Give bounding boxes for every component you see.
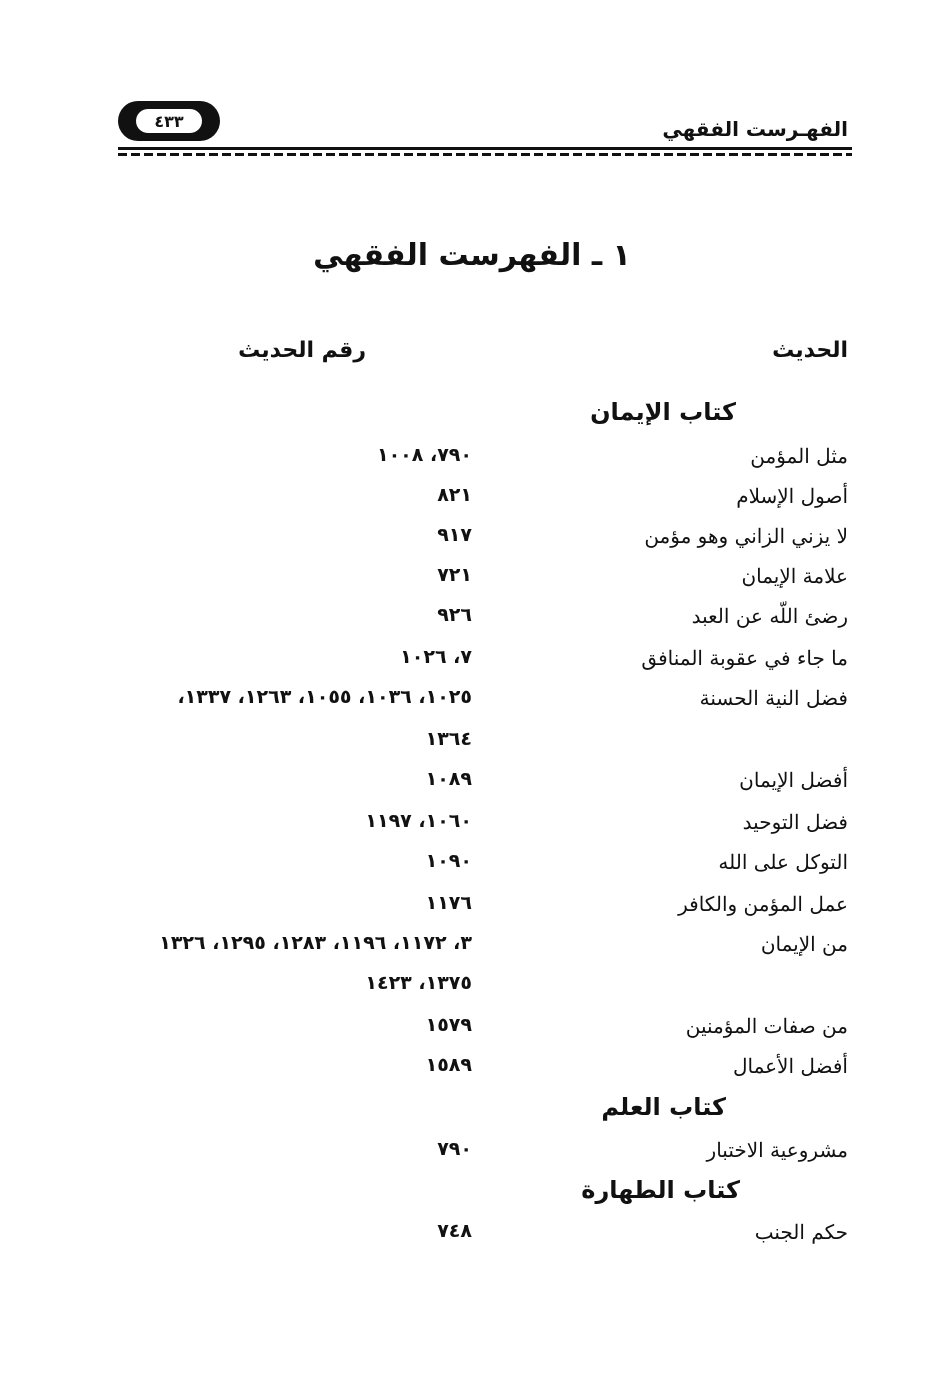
- hadith-title: فضل التوحيد: [742, 810, 848, 834]
- index-row: [0, 444, 944, 482]
- hadith-title: مشروعية الاختبار: [706, 1138, 848, 1162]
- column-header-number: رقم الحديث: [238, 338, 366, 363]
- hadith-title: التوكل على الله: [718, 850, 848, 874]
- index-row: [0, 850, 944, 888]
- hadith-title: أفضل الإيمان: [739, 768, 848, 792]
- hadith-title: أصول الإسلام: [736, 484, 848, 508]
- hadith-number: ٧٩٠، ١٠٠٨: [376, 444, 472, 466]
- index-row: [0, 810, 944, 848]
- hadith-title: من الإيمان: [760, 932, 848, 956]
- hadith-number: ٧٤٨: [437, 1220, 472, 1242]
- hadith-number: ٧، ١٠٢٦: [400, 646, 472, 668]
- index-row: [0, 1138, 944, 1176]
- index-row: [0, 604, 944, 642]
- index-title: ١ ـ الفهرست الفقهي: [313, 238, 631, 273]
- column-header-hadith: الحديث: [772, 338, 848, 363]
- section-heading: كتاب الطهارة: [581, 1176, 740, 1204]
- hadith-number: ١٠٨٩: [425, 768, 472, 790]
- hadith-number: ١٠٦٠، ١١٩٧: [365, 810, 472, 832]
- hadith-number: ٩٢٦: [437, 604, 472, 626]
- hadith-number: ١١٧٦: [425, 892, 472, 914]
- section-heading: كتاب العلم: [601, 1093, 726, 1121]
- page-number: ٤٣٣: [136, 109, 202, 133]
- hadith-number: ١٠٩٠: [425, 850, 472, 872]
- hadith-title: عمل المؤمن والكافر: [678, 892, 848, 916]
- header-divider: [118, 147, 852, 158]
- index-row: [0, 972, 944, 1010]
- hadith-number: ١٥٨٩: [425, 1054, 472, 1076]
- hadith-title: مثل المؤمن: [750, 444, 848, 468]
- hadith-title: فضل النية الحسنة: [699, 686, 848, 710]
- page-number-badge: [118, 101, 220, 141]
- hadith-number: ٨٢١: [437, 484, 472, 506]
- hadith-title: حكم الجنب: [754, 1220, 848, 1244]
- index-row: [0, 686, 944, 724]
- hadith-title: أفضل الأعمال: [732, 1054, 848, 1078]
- header-title: الفهـرست الفقهي: [662, 117, 848, 141]
- index-row: [0, 1054, 944, 1092]
- index-row: [0, 1220, 944, 1258]
- index-row: [0, 524, 944, 562]
- index-row: [0, 646, 944, 684]
- index-row: [0, 484, 944, 522]
- hadith-title: من صفات المؤمنين: [685, 1014, 848, 1038]
- hadith-title: علامة الإيمان: [741, 564, 848, 588]
- index-row: [0, 728, 944, 766]
- index-row: [0, 768, 944, 806]
- hadith-number: ١٥٧٩: [425, 1014, 472, 1036]
- hadith-number: ٩١٧: [437, 524, 472, 546]
- section-heading: كتاب الإيمان: [590, 398, 736, 426]
- index-row: [0, 892, 944, 930]
- hadith-number: ١٠٢٥، ١٠٣٦، ١٠٥٥، ١٢٦٣، ١٣٣٧،: [177, 686, 472, 708]
- hadith-number: ١٣٧٥، ١٤٢٣: [365, 972, 472, 994]
- index-row: [0, 932, 944, 970]
- index-row: [0, 564, 944, 602]
- hadith-number: ٧٢١: [437, 564, 472, 586]
- hadith-title: لا يزني الزاني وهو مؤمن: [644, 524, 848, 548]
- index-row: [0, 1014, 944, 1052]
- hadith-number: ٧٩٠: [437, 1138, 472, 1160]
- hadith-title: ما جاء في عقوبة المنافق: [641, 646, 848, 670]
- hadith-title: رضئ اللّه عن العبد: [691, 604, 848, 628]
- hadith-number: ٣، ١١٧٢، ١١٩٦، ١٢٨٣، ١٢٩٥، ١٣٢٦: [159, 932, 472, 954]
- hadith-number: ١٣٦٤: [425, 728, 472, 750]
